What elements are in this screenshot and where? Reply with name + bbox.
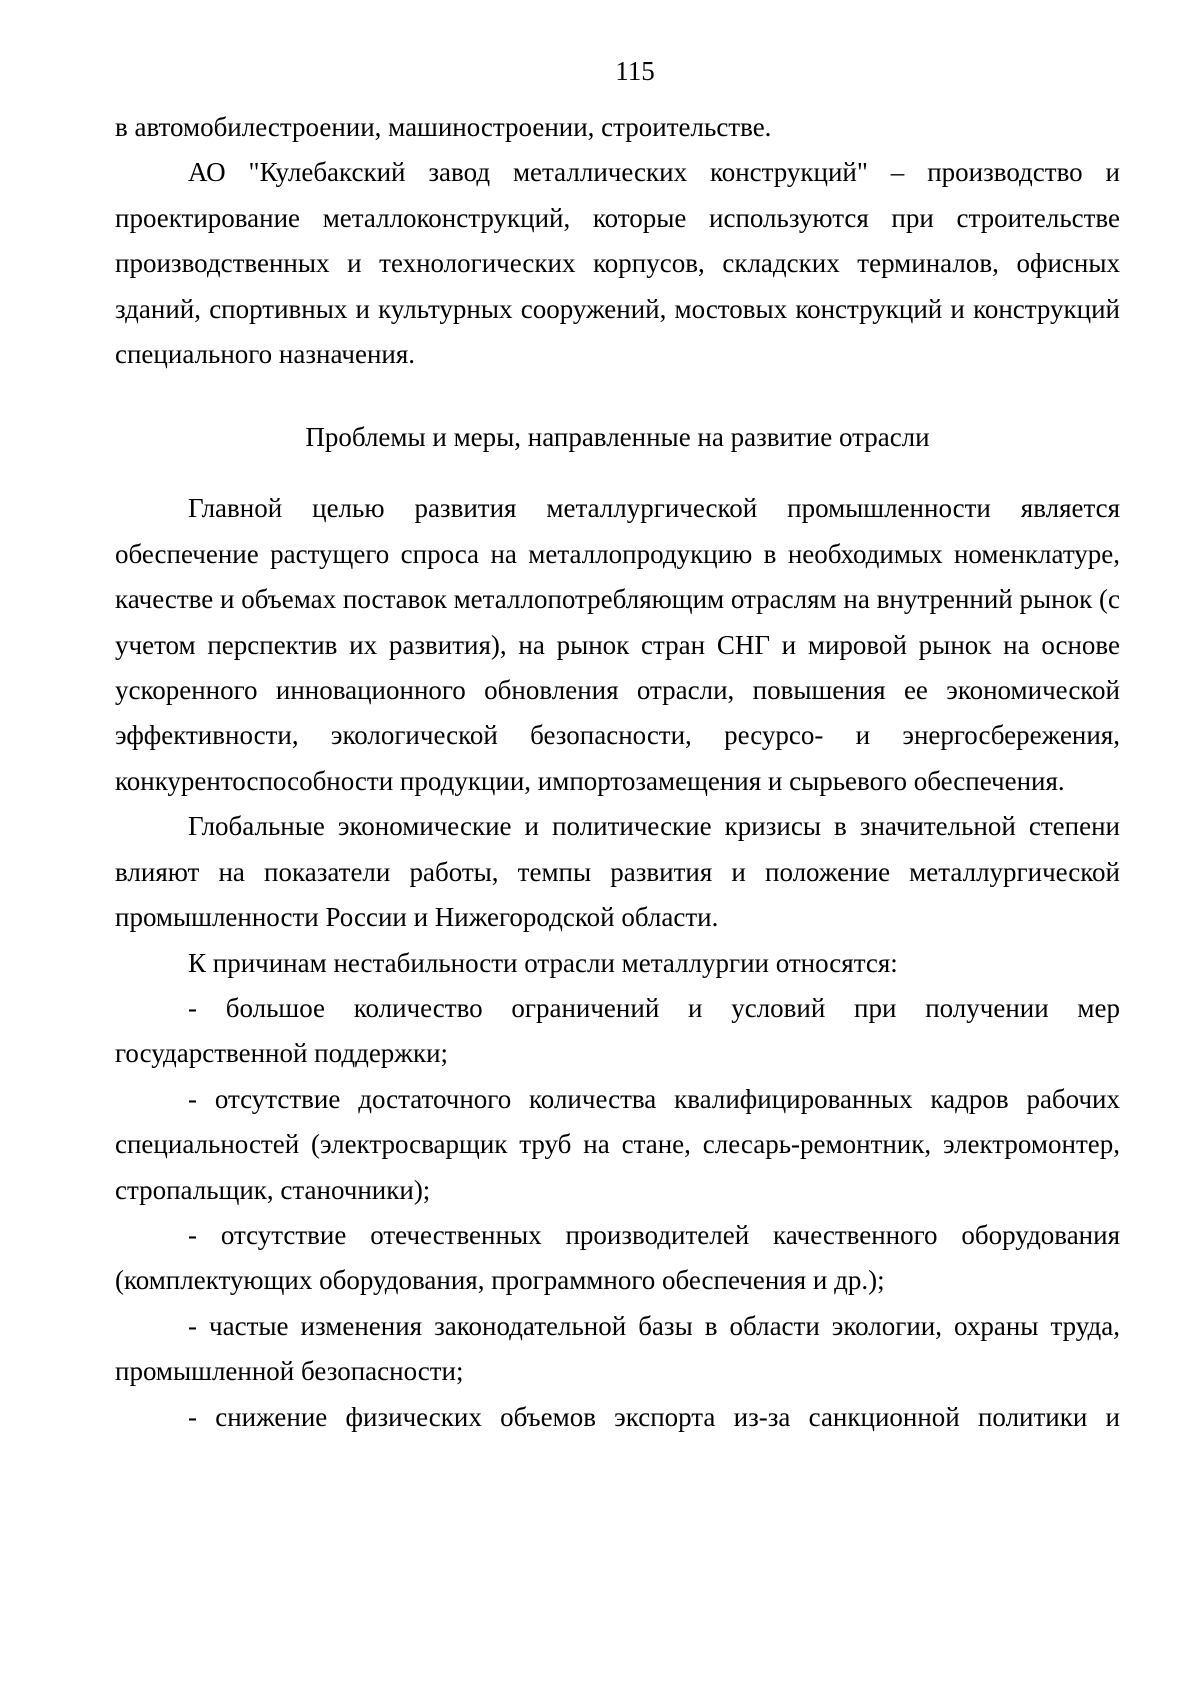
section-heading: Проблемы и меры, направленные на развитие отрасли bbox=[305, 422, 930, 453]
paragraph-global-crises: Глобальные экономические и политические кризисы в значительной степени влияют на показатели работы, темпы развития и положение металлургической промышленности России и Нижегородской области. bbox=[115, 811, 1120, 933]
page-number: 115 bbox=[615, 56, 655, 86]
paragraph-kulebaki-plant: АО "Кулебакский завод металлических конструкций" – производство и проектирование металлоконструкций, которые используются при строительстве производственных и технологических корпусов, складских терминалов, офисных зданий, спортивных и культурных сооружений, мостовых конструкций и конструкций специального назначения. bbox=[115, 157, 1120, 370]
paragraph-main-goal: Главной целью развития металлургической промышленности является обеспечение растущего спроса на металлопродукцию в необходимых номенклатуре, качестве и объемах поставок металлопотребляющим отраслям на внутренний рынок (с учетом перспектив их развития), на рынок стран СНГ и мировой рынок на основе ускоренного инновационного обновления отрасли, повышения ее экономической эффективности, экологической безопасности, ресурсо- и энергосбережения, конкурентоспособности продукции, импортозамещения и сырьевого обеспечения. bbox=[115, 493, 1120, 796]
list-item-state-support: - большое количество ограничений и условий при получении мер государственной поддержки; bbox=[115, 992, 1120, 1069]
paragraph-continuation: в автомобилестроении, машиностроении, строительстве. bbox=[115, 112, 772, 142]
list-item-legislation-changes: - частые изменения законодательной базы в области экологии, охраны труда, промышленной безопасности; bbox=[115, 1310, 1120, 1387]
paragraph-instability-causes-intro: К причинам нестабильности отрасли металлургии относятся: bbox=[188, 947, 898, 978]
document-body bbox=[115, 105, 1120, 1440]
list-item-qualified-staff: - отсутствие достаточного количества квалифицированных кадров рабочих специальностей (электросварщик труб на стане, слесарь-ремонтник, электромонтер, стропальщик, станочники); bbox=[115, 1083, 1120, 1205]
list-item-export-decline: - снижение физических объемов экспорта из-за санкционной политики и bbox=[188, 1401, 1120, 1432]
list-item-domestic-equipment: - отсутствие отечественных производителей качественного оборудования (комплектующих оборудования, программного обеспечения и др.); bbox=[115, 1219, 1120, 1296]
